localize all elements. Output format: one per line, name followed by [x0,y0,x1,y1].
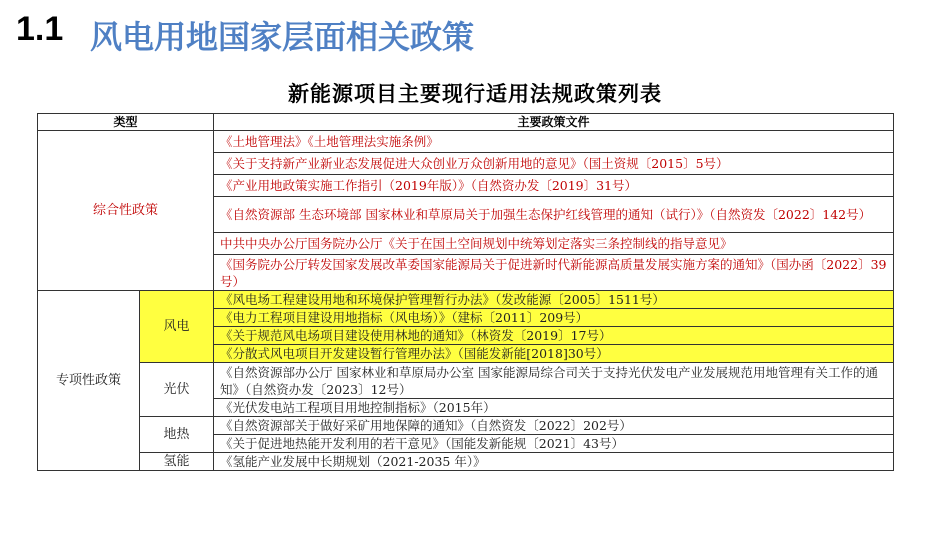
policy-item: 中共中央办公厅国务院办公厅《关于在国土空间规划中统筹划定落实三条控制线的指导意见》 [214,233,894,255]
section-number: 1.1 [16,10,64,48]
table-row [38,131,894,153]
policy-item: 《自然资源部关于做好采矿用地保障的通知》（自然资发〔2022〕202号） [214,417,894,435]
policy-item: 《风电场工程建设用地和环境保护管理暂行办法》（发改能源〔2005〕1511号） [214,291,894,309]
policy-item: 《国务院办公厅转发国家发展改革委国家能源局关于促进新时代新能源高质量发展实施方案的通知》（国办函〔2022〕39号） [214,255,894,291]
policy-item: 《氢能产业发展中长期规划（2021-2035 年）》 [214,453,894,471]
policy-item: 《电力工程项目建设用地指标（风电场）》（建标〔2011〕209号） [214,309,894,327]
table-title: 新能源项目主要现行适用法规政策列表 [288,82,662,106]
policy-table [37,113,894,471]
table-row [38,453,894,471]
page-title: 风电用地国家层面相关政策 [90,18,475,56]
policy-item: 《自然资源部 生态环境部 国家林业和草原局关于加强生态保护红线管理的通知（试行）》（自然资发〔2022〕142号） [214,197,894,233]
policy-item: 《自然资源部办公厅 国家林业和草原局办公室 国家能源局综合司关于支持光伏发电产业发展规范用地管理有关工作的通知》（自然资办发〔2023〕12号） [214,363,894,399]
column-header-documents: 主要政策文件 [214,114,894,131]
table-header-row [38,114,894,131]
subcategory-pv: 光伏 [140,363,214,417]
category-general: 综合性政策 [38,131,214,291]
policy-item: 《产业用地政策实施工作指引（2019年版）》（自然资办发〔2019〕31号） [214,175,894,197]
column-header-type: 类型 [38,114,214,131]
table-row [38,363,894,399]
subcategory-wind: 风电 [140,291,214,363]
subcategory-hydrogen: 氢能 [140,453,214,471]
policy-item: 《关于规范风电场项目建设使用林地的通知》（林资发〔2019〕17号） [214,327,894,345]
subcategory-geothermal: 地热 [140,417,214,453]
policy-item: 《光伏发电站工程项目用地控制指标》（2015年） [214,399,894,417]
policy-item: 《土地管理法》《土地管理法实施条例》 [214,131,894,153]
table-row [38,291,894,309]
category-special: 专项性政策 [38,291,140,471]
policy-item: 《关于支持新产业新业态发展促进大众创业万众创新用地的意见》（国土资规〔2015〕5号） [214,153,894,175]
table-row [38,417,894,435]
policy-item: 《关于促进地热能开发利用的若干意见》（国能发新能规〔2021〕43号） [214,435,894,453]
policy-item: 《分散式风电项目开发建设暂行管理办法》（国能发新能[2018]30号） [214,345,894,363]
